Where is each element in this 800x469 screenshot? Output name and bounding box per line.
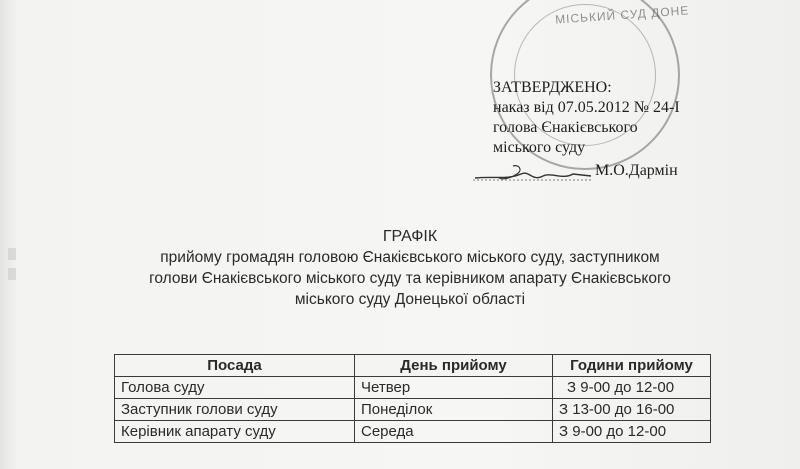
table-row [115, 399, 711, 421]
cell-day: Середа [355, 421, 553, 443]
scan-edge-mark [8, 248, 16, 260]
scan-edge-mark [8, 268, 16, 280]
cell-day: Понеділок [355, 399, 553, 421]
approval-block [493, 78, 680, 158]
table-row [115, 377, 711, 399]
cell-position: Заступник голови суду [115, 399, 355, 421]
cell-position: Керівник апарату суду [115, 421, 355, 443]
approval-position-line2: міського суду [493, 139, 586, 156]
approval-position-line1: голова Єнакієвського [493, 119, 638, 136]
column-header-day: День прийому [355, 355, 553, 377]
signer-name: М.О.Дармін [595, 162, 678, 179]
document-subtitle-line2: голови Єнакієвського міського суду та керівником апарату Єнакієвського [149, 270, 671, 287]
document-heading: ГРАФІК [382, 228, 438, 245]
cell-hours: З 9-00 до 12-00 [553, 421, 711, 443]
document-subtitle-line1: прийому громадян головою Єнакієвського міського суду, заступником [160, 249, 660, 266]
table-row [115, 421, 711, 443]
reception-schedule-table [114, 354, 711, 443]
column-header-position: Посада [115, 355, 355, 377]
approval-heading: ЗАТВЕРДЖЕНО: [493, 79, 612, 96]
cell-hours: З 13-00 до 16-00 [553, 399, 711, 421]
handwritten-signature [473, 160, 593, 186]
cell-hours: З 9-00 до 12-00 [553, 377, 711, 399]
cell-position: Голова суду [115, 377, 355, 399]
table-header-row [115, 355, 711, 377]
document-subtitle-line3: міського суду Донецької області [294, 291, 526, 308]
approval-order: наказ від 07.05.2012 № 24-І [493, 99, 680, 116]
cell-day: Четвер [355, 377, 553, 399]
document-title-block [100, 226, 720, 310]
seal-text: МІСЬКИЙ СУД ДОНЕ [554, 3, 690, 27]
column-header-hours: Години прийому [553, 355, 711, 377]
